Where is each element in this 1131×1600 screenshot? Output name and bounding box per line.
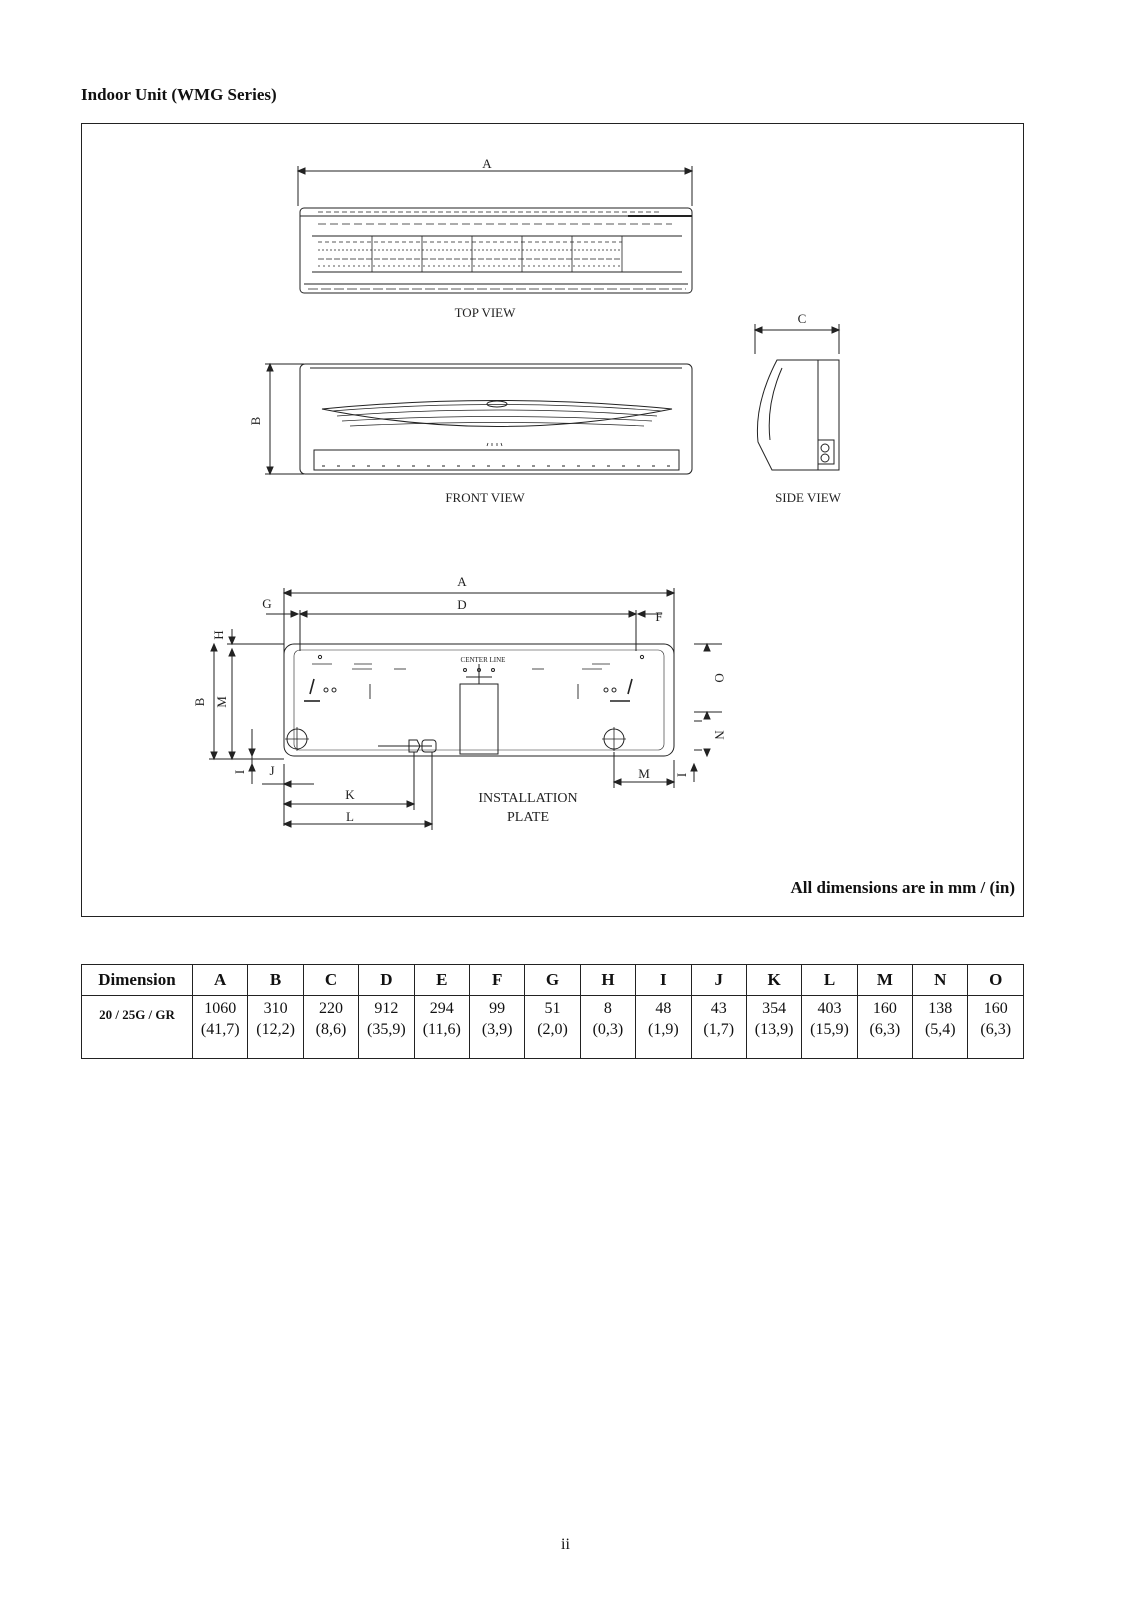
front-view-drawing [265,364,692,474]
top-dim-label: A [482,156,492,171]
value-mm: 99 [489,1000,506,1017]
column-header-k: K [746,965,801,996]
value-inch: (6,3) [869,1021,901,1038]
column-header-e: E [414,965,469,996]
value-mm: 160 [872,1000,897,1017]
value-inch: (41,7) [200,1021,240,1038]
plate-g-label: G [262,596,272,611]
column-header-f: F [469,965,524,996]
table-cell [193,996,248,1059]
value-inch: (5,4) [924,1021,956,1038]
front-dim-b-label: B [248,416,263,426]
column-header-h: H [580,965,635,996]
value-mm: 8 [603,1000,612,1017]
plate-h-label: H [211,630,226,640]
table-cell [303,996,358,1059]
value-inch: (12,2) [256,1021,295,1038]
table-cell [469,996,524,1059]
side-view-label: SIDE VIEW [775,490,841,505]
table-cell [414,996,469,1059]
value-inch: (3,9) [481,1021,513,1038]
value-mm: 912 [374,1000,399,1017]
top-view-label: TOP VIEW [454,305,516,320]
table-cell [248,996,303,1059]
page-number: ii [561,1536,570,1553]
side-dim-c-label: C [797,311,807,326]
value-inch: (8,6) [315,1021,347,1038]
column-header-i: I [636,965,691,996]
table-cell [746,996,801,1059]
plate-n-label: N [712,730,727,740]
column-header-dimension: Dimension [82,965,193,996]
plate-i-right-label: I [674,772,689,778]
table-cell [913,996,968,1059]
table-cell [359,996,414,1059]
value-inch: (1,9) [647,1021,679,1038]
value-mm: 51 [544,1000,561,1017]
value-mm: 310 [263,1000,288,1017]
value-inch: (15,9) [810,1021,849,1038]
column-header-m: M [857,965,912,996]
table-cell [580,996,635,1059]
side-view-drawing [755,324,839,470]
value-mm: 220 [318,1000,343,1017]
plate-l-label: L [346,809,354,824]
value-inch: (2,0) [537,1021,568,1038]
value-mm: 1060 [204,1000,237,1017]
page-title: Indoor Unit (WMG Series) [81,85,277,104]
plate-m-right-label: M [638,766,650,781]
value-mm: 294 [429,1000,454,1017]
plate-a-label: A [457,574,467,589]
center-line-label: CENTER LINE [460,656,506,664]
column-header-o: O [968,965,1024,996]
value-mm: 354 [762,1000,787,1017]
installation-plate-label-line1: INSTALLATION [478,791,578,806]
value-inch: (0,3) [592,1021,624,1038]
dimension-table [81,964,1024,1059]
dimensions-unit-note: All dimensions are in mm / (in) [790,878,1015,897]
plate-j-label: J [269,763,275,778]
plate-f-label: F [655,609,663,624]
top-view-drawing [298,166,692,293]
value-mm: 43 [710,1000,727,1017]
value-inch: (6,3) [980,1021,1012,1038]
table-cell [802,996,857,1059]
installation-plate-drawing [209,588,722,830]
plate-m-left-label: M [214,696,229,708]
row-label-model: 20 / 25G / GR [82,996,193,1059]
column-header-l: L [802,965,857,996]
installation-plate-label-line2: PLATE [507,810,549,825]
table-cell [525,996,580,1059]
table-row [82,996,1024,1059]
plate-o-label: O [712,673,727,683]
value-mm: 160 [983,1000,1008,1017]
plate-b-label: B [192,697,207,707]
technical-drawing-frame [81,123,1024,917]
value-inch: (35,9) [367,1021,406,1038]
column-header-n: N [913,965,968,996]
value-inch: (13,9) [754,1021,794,1038]
column-header-c: C [303,965,358,996]
plate-i-left-label: I [232,769,247,775]
table-cell [857,996,912,1059]
table-header-row [82,965,1024,996]
value-inch: (11,6) [422,1021,461,1038]
value-mm: 403 [817,1000,842,1017]
value-mm: 138 [928,1000,953,1017]
column-header-b: B [248,965,303,996]
column-header-g: G [525,965,580,996]
column-header-d: D [359,965,414,996]
table-cell [636,996,691,1059]
front-view-label: FRONT VIEW [445,490,525,505]
plate-k-label: K [345,787,355,802]
plate-d-label: D [457,597,467,612]
value-inch: (1,7) [703,1021,735,1038]
table-cell [691,996,746,1059]
value-mm: 48 [655,1000,672,1017]
column-header-a: A [193,965,248,996]
column-header-j: J [691,965,746,996]
table-cell [968,996,1024,1059]
